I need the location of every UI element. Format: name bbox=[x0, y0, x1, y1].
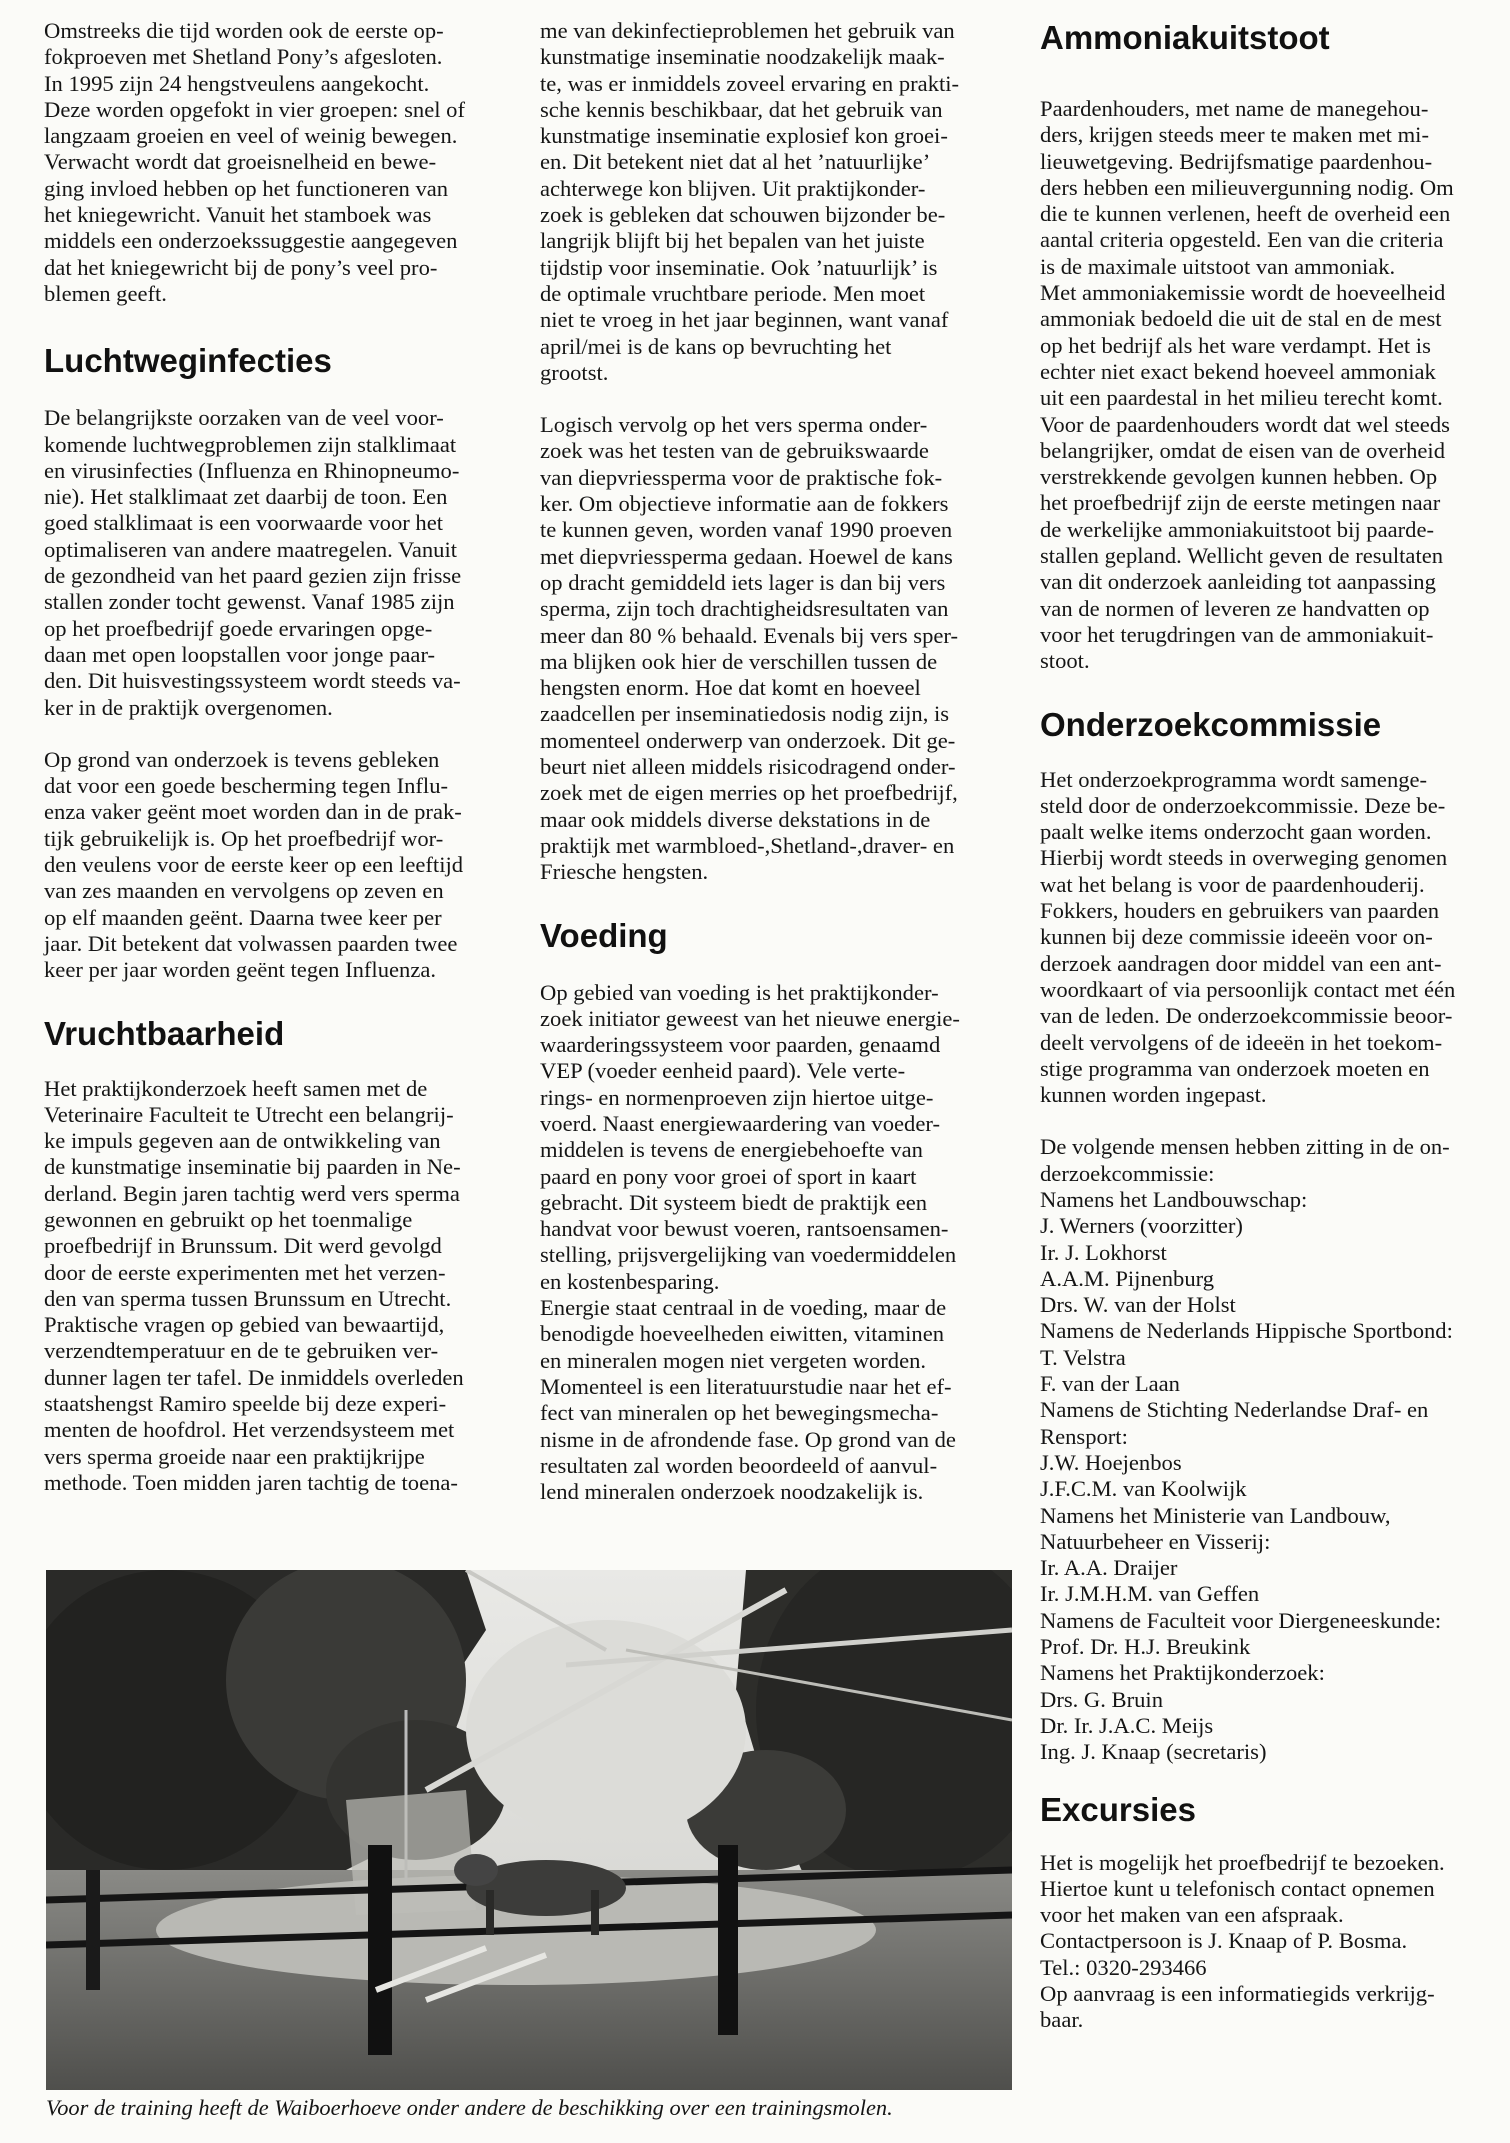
paragraph-voeding-2: Energie staat centraal in de voeding, maar de benodigde hoeveelheden eiwitten, vitaminen en mineralen mogen niet vergeten worden. Momenteel is een literatuurstudie naar het ef- fect van mineralen op het bewegingsmecha- nisme in de afrondende fase. Op grond van de resultaten zal worden beoordeeld of aanvul- lend mineralen onderzoek noodzakelijk is. bbox=[540, 1295, 956, 1505]
heading-excursies: Excursies bbox=[1040, 1790, 1196, 1828]
paragraph-ammoniak-2: Met ammoniakemissie wordt de hoeveelheid ammoniak bedoeld die uit de stal en de mest op het bedrijf als het ware verdampt. Het is echter niet exact bekend hoeveel ammoniak uit een paardestal in het milieu terecht komt. Voor de paardenhouders wordt dat wel steeds belangrijker, omdat de eisen van de overheid verstrekkende gevolgen kunnen hebben. Op het proefbedrijf zijn de eerste metingen naar de werkelijke ammoniakuitstoot bij paarde- stallen gepland. Wellicht geven de resultaten van dit onderzoek aanleiding tot aanpassing van de normen of leveren ze handvatten op voor het terugdringen van de ammoniakuit- stoot. bbox=[1040, 280, 1450, 674]
column-2 bbox=[540, 18, 1018, 1505]
list-item: Namens het Ministerie van Landbouw, Natuurbeheer en Visserij: bbox=[1040, 1502, 1391, 1554]
heading-luchtweginfecties: Luchtweginfecties bbox=[44, 342, 332, 380]
list-item: Namens het Praktijkonderzoek: bbox=[1040, 1660, 1325, 1686]
paragraph-luchtweg-2: Op grond van onderzoek is tevens gebleken dat voor een goede bescherming tegen Influ- enza vaker geënt moet worden dan in de prak- tijk gebruikelijk is. Op het proefbedrijf wor- den veulens voor de eerste keer op een leeftijd van zes maanden en vervolgens op zeven en op elf maanden geënt. Daarna twee keer per jaar. Dit betekent dat volwassen paarden twee keer per jaar worden geënt tegen Influenza. bbox=[44, 746, 464, 983]
list-item: Namens de Faculteit voor Diergeneeskunde: bbox=[1040, 1607, 1442, 1633]
heading-voeding: Voeding bbox=[540, 916, 668, 954]
paragraph-excursies: Het is mogelijk het proefbedrijf te bezoeken. Hiertoe kunt u telefonisch contact opnemen voor het maken van een afspraak. Contactpersoon is J. Knaap of P. Bosma. Tel.: 0320-293466 Op aanvraag is een informatiegids verkrijg- baar. bbox=[1040, 1849, 1445, 2033]
list-item: Ir. J. Lokhorst bbox=[1040, 1239, 1167, 1265]
paragraph-intro: Omstreeks die tijd worden ook de eerste op- fokproeven met Shetland Pony’s afgesloten. In 1995 zijn 24 hengstveulens aangekocht. Deze worden opgefokt in vier groepen: snel of langzaam groeien en veel of weinig bewegen. Verwacht wordt dat groeisnelheid en bewe- ging invloed hebben op het functioneren van het kniegewricht. Vanuit het stamboek was middels een onderzoekssuggestie aangegeven dat het kniegewricht bij de pony’s veel pro- blemen geeft. bbox=[44, 18, 465, 306]
paragraph-commissie-1: Het onderzoekprogramma wordt samenge- steld door de onderzoekcommissie. Deze be- paalt welke items onderzocht gaan worden. Hierbij wordt steeds in overweging genomen wat het belang is voor de paardenhouderij. Fokkers, houders en gebruikers van paarden kunnen bij deze commissie ideeën voor on- derzoek aandragen door middel van een ant- woordkaart of via persoonlijk contact met één van de leden. De onderzoekcommissie beoor- deelt vervolgens of de ideeën in het toekom- stige programma van onderzoek moeten en kunnen worden ingepast. bbox=[1040, 766, 1456, 1108]
list-item: Prof. Dr. H.J. Breukink bbox=[1040, 1634, 1251, 1660]
paragraph-vrucht-1: Het praktijkonderzoek heeft samen met de Veterinaire Faculteit te Utrecht een belangrij- ke impuls gegeven aan de ontwikkeling van de kunstmatige inseminatie bij paarden in Ne- derland. Begin jaren tachtig werd vers sperma gewonnen en gebruikt op het toenmalige proefbedrijf in Brunssum. Dit werd gevolgd door de eerste experimenten met het verzen- den van sperma tussen Brunssum en Utrecht. Praktische vragen op gebied van bewaartijd, verzendtemperatuur en de te gebruiken ver- dunner lagen ter tafel. De inmiddels overleden staatshengst Ramiro speelde bij deze experi- menten de hoofdrol. Het verzendsysteem met vers sperma groeide naar een praktijkrijpe methode. Toen midden jaren tachtig de toena- bbox=[44, 1075, 464, 1495]
list-item: J.W. Hoejenbos bbox=[1040, 1449, 1182, 1475]
list-item: Dr. Ir. J.A.C. Meijs bbox=[1040, 1712, 1214, 1738]
list-item: A.A.M. Pijnenburg bbox=[1040, 1265, 1215, 1291]
list-item: F. van der Laan bbox=[1040, 1371, 1180, 1397]
list-item: Namens de Stichting Nederlandse Draf- en Rensport: bbox=[1040, 1397, 1429, 1449]
list-item: Drs. W. van der Holst bbox=[1040, 1292, 1236, 1318]
heading-ammoniakuitstoot: Ammoniakuitstoot bbox=[1040, 19, 1330, 56]
list-item: J.F.C.M. van Koolwijk bbox=[1040, 1476, 1247, 1502]
paragraph-vrucht-1-cont: me van dekinfectieproblemen het gebruik van kunstmatige inseminatie noodzakelijk maak- te, was er inmiddels zoveel ervaring en prakti- sche kennis beschikbaar, dat het gebruik van kunstmatige inseminatie explosief kon groei- en. Dit betekent niet dat al het ’natuurlijke’ achterwege kon blijven. Uit praktijkonder- zoek is gebleken dat schouwen bijzonder be- langrijk blijft bij het bepalen van het juiste tijdstip voor inseminatie. Ook ’natuurlijk’ is de optimale vruchtbare periode. Men moet niet te vroeg in het jaar beginnen, want vanaf april/mei is de kans op bevruchting het grootst. bbox=[540, 18, 960, 385]
list-item: J. Werners (voorzitter) bbox=[1040, 1213, 1243, 1239]
paragraph-commissie-intro: De volgende mensen hebben zitting in de on- derzoekcommissie: bbox=[1040, 1134, 1450, 1186]
list-item: Namens de Nederlands Hippische Sportbond: bbox=[1040, 1318, 1453, 1344]
list-item: Ing. J. Knaap (secretaris) bbox=[1040, 1739, 1267, 1765]
heading-vruchtbaarheid: Vruchtbaarheid bbox=[44, 1014, 285, 1052]
paragraph-luchtweg-1: De belangrijkste oorzaken van de veel voor- komende luchtwegproblemen zijn stalklimaat en virusinfecties (Influenza en Rhinopneumo- nie). Het stalklimaat zet daarbij de toon. Een goed stalklimaat is een voorwaarde voor het optimaliseren van andere maatregelen. Vanuit de gezondheid van het paard gezien zijn frisse stallen zonder tocht gewenst. Vanaf 1985 zijn op het proefbedrijf goede ervaringen opge- daan met open loopstallen voor jonge paar- den. Dit huisvestingssysteem wordt steeds va- ker in de praktijk overgenomen. bbox=[44, 405, 462, 720]
list-item: Ir. A.A. Draijer bbox=[1040, 1555, 1178, 1581]
list-item: Ir. J.M.H.M. van Geffen bbox=[1040, 1581, 1260, 1607]
photo-caption: Voor de training heeft de Waiboerhoeve onder andere de beschikking over een trainingsmolen. bbox=[46, 2095, 893, 2120]
commissie-member-list bbox=[1040, 1187, 1500, 1766]
list-item: Drs. G. Bruin bbox=[1040, 1686, 1164, 1712]
paragraph-vrucht-2: Logisch vervolg op het vers sperma onder- zoek was het testen van de gebruikswaarde van diepvriessperma voor de praktische fok- ker. Om objectieve informatie aan de fokkers te kunnen geven, worden vanaf 1990 proeven met diepvriessperma gedaan. Hoewel de kans op dracht gemiddeld iets lager is dan bij vers sperma, zijn toch drachtigheidsresultaten van meer dan 80 % behaald. Evenals bij vers sper- ma blijken ook hier de verschillen tussen de hengsten enorm. Hoe dat komt en hoeveel zaadcellen per inseminatiedosis nodig zijn, is momenteel onderwerp van onderzoek. Dit ge- beurt niet alleen middels risicodragend onder- zoek met de eigen merries op het proefbedrijf, maar ook middels diverse dekstations in de praktijk met warmbloed-,Shetland-,draver- en Friesche hengsten. bbox=[540, 412, 959, 885]
column-1 bbox=[44, 18, 532, 1496]
heading-onderzoekcommissie: Onderzoekcommissie bbox=[1040, 705, 1382, 743]
paragraph-ammoniak-1: Paardenhouders, met name de manegehou- ders, krijgen steeds meer te maken met mi- lieuwetgeving. Bedrijfsmatige paardenhou- ders hebben een milieuvergunning nodig. Om die te kunnen verlenen, heeft de overheid een aantal criteria opgesteld. Een van die criteria is de maximale uitstoot van ammoniak. bbox=[1040, 96, 1454, 279]
trainingsmolen-photo bbox=[46, 1570, 1012, 2090]
list-item: Namens het Landbouwschap: bbox=[1040, 1186, 1308, 1212]
paragraph-voeding-1: Op gebied van voeding is het praktijkonder- zoek initiator geweest van het nieuwe energie- waarderingssysteem voor paarden, genaamd VEP (voeder eenheid paard). Vele verte- rings- en normenproeven zijn hiertoe uitge- voerd. Naast energiewaardering van voeder- middelen is tevens de energiebehoefte van paard en pony voor groei of sport in kaart gebracht. Dit systeem biedt de praktijk een handvat voor bewust voeren, rantsoensamen- stelling, prijsvergelijking van voedermiddelen en kostenbesparing. bbox=[540, 979, 960, 1294]
trainingsmolen-illustration bbox=[46, 1570, 1012, 2090]
column-3 bbox=[1040, 18, 1500, 2034]
list-item: T. Velstra bbox=[1040, 1344, 1126, 1370]
